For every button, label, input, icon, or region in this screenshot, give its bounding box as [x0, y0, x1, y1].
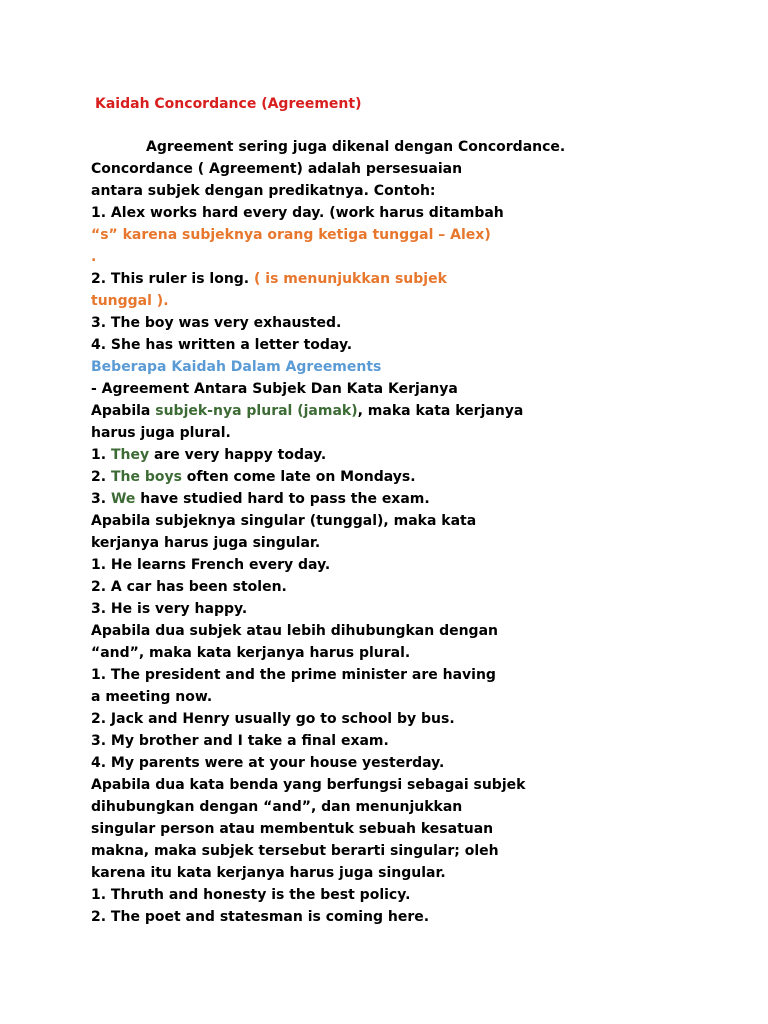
and-example-2: 2. Jack and Henry usually go to school by bus.	[91, 711, 455, 727]
document-title: Kaidah Concordance (Agreement)	[95, 96, 362, 112]
spacer	[91, 115, 731, 136]
rule-unity-line-5: karena itu kata kerjanya harus juga singular.	[91, 865, 446, 881]
example-2-note-cont: tunggal ).	[91, 293, 169, 309]
intro-line-1: Agreement sering juga dikenal dengan Concordance.	[146, 139, 566, 155]
singular-example-3: 3. He is very happy.	[91, 601, 248, 617]
example-2-text: 2. This ruler is long.	[91, 271, 255, 287]
example-2-line	[91, 268, 731, 290]
plural-example-subject: They	[110, 447, 150, 463]
example-4-line: 4. She has written a letter today.	[91, 337, 353, 353]
plural-example-2	[91, 466, 731, 488]
and-example-1-cont: a meeting now.	[91, 689, 213, 705]
plural-example-rest: often come late on Mondays.	[181, 469, 416, 485]
rule-plural-line-1	[91, 400, 731, 422]
example-1-line: 1. Alex works hard every day. (work harus ditambah	[91, 205, 504, 221]
document-page	[91, 93, 731, 928]
plural-example-num: 1.	[91, 447, 111, 463]
example-1-dot: .	[91, 249, 97, 265]
singular-example-2: 2. A car has been stolen.	[91, 579, 287, 595]
rule-unity-line-3: singular person atau membentuk sebuah kesatuan	[91, 821, 494, 837]
plural-example-subject: We	[110, 491, 136, 507]
intro-line-2: Concordance ( Agreement) adalah persesuaian	[91, 161, 463, 177]
unity-example-2: 2. The poet and statesman is coming here.	[91, 909, 430, 925]
rule-unity-line-2: dihubungkan dengan “and”, dan menunjukkan	[91, 799, 463, 815]
rule-plural-post: , maka kata kerjanya	[357, 403, 524, 419]
singular-example-1: 1. He learns French every day.	[91, 557, 331, 573]
plural-example-1	[91, 444, 731, 466]
and-example-1: 1. The president and the prime minister are having	[91, 667, 496, 683]
intro-line-3: antara subjek dengan predikatnya. Contoh:	[91, 183, 436, 199]
rule-plural-line-2: harus juga plural.	[91, 425, 231, 441]
plural-example-num: 3.	[91, 491, 111, 507]
plural-example-rest: are very happy today.	[149, 447, 327, 463]
rule-unity-line-1: Apabila dua kata benda yang berfungsi sebagai subjek	[91, 777, 526, 793]
plural-example-3	[91, 488, 731, 510]
example-2-note: ( is menunjukkan subjek	[254, 271, 447, 287]
rule-singular-line-1: Apabila subjeknya singular (tunggal), maka kata	[91, 513, 477, 529]
example-3-line: 3. The boy was very exhausted.	[91, 315, 342, 331]
section-heading: Beberapa Kaidah Dalam Agreements	[91, 359, 382, 375]
plural-example-rest: have studied hard to pass the exam.	[135, 491, 430, 507]
rule-plural-pre: Apabila	[91, 403, 156, 419]
and-example-4: 4. My parents were at your house yesterday.	[91, 755, 445, 771]
plural-example-num: 2.	[91, 469, 111, 485]
rule-unity-line-4: makna, maka subjek tersebut berarti singular; oleh	[91, 843, 499, 859]
unity-example-1: 1. Thruth and honesty is the best policy.	[91, 887, 411, 903]
rule-and-line-1: Apabila dua subjek atau lebih dihubungkan dengan	[91, 623, 498, 639]
plural-example-subject: The boys	[110, 469, 182, 485]
and-example-3: 3. My brother and I take a final exam.	[91, 733, 389, 749]
rule-and-line-2: “and”, maka kata kerjanya harus plural.	[91, 645, 411, 661]
rule-plural-highlight: subjek-nya plural (jamak)	[155, 403, 358, 419]
rule-singular-line-2: kerjanya harus juga singular.	[91, 535, 321, 551]
sub-heading: - Agreement Antara Subjek Dan Kata Kerjanya	[91, 381, 458, 397]
example-1-note: “s” karena subjeknya orang ketiga tunggal – Alex)	[91, 227, 491, 243]
